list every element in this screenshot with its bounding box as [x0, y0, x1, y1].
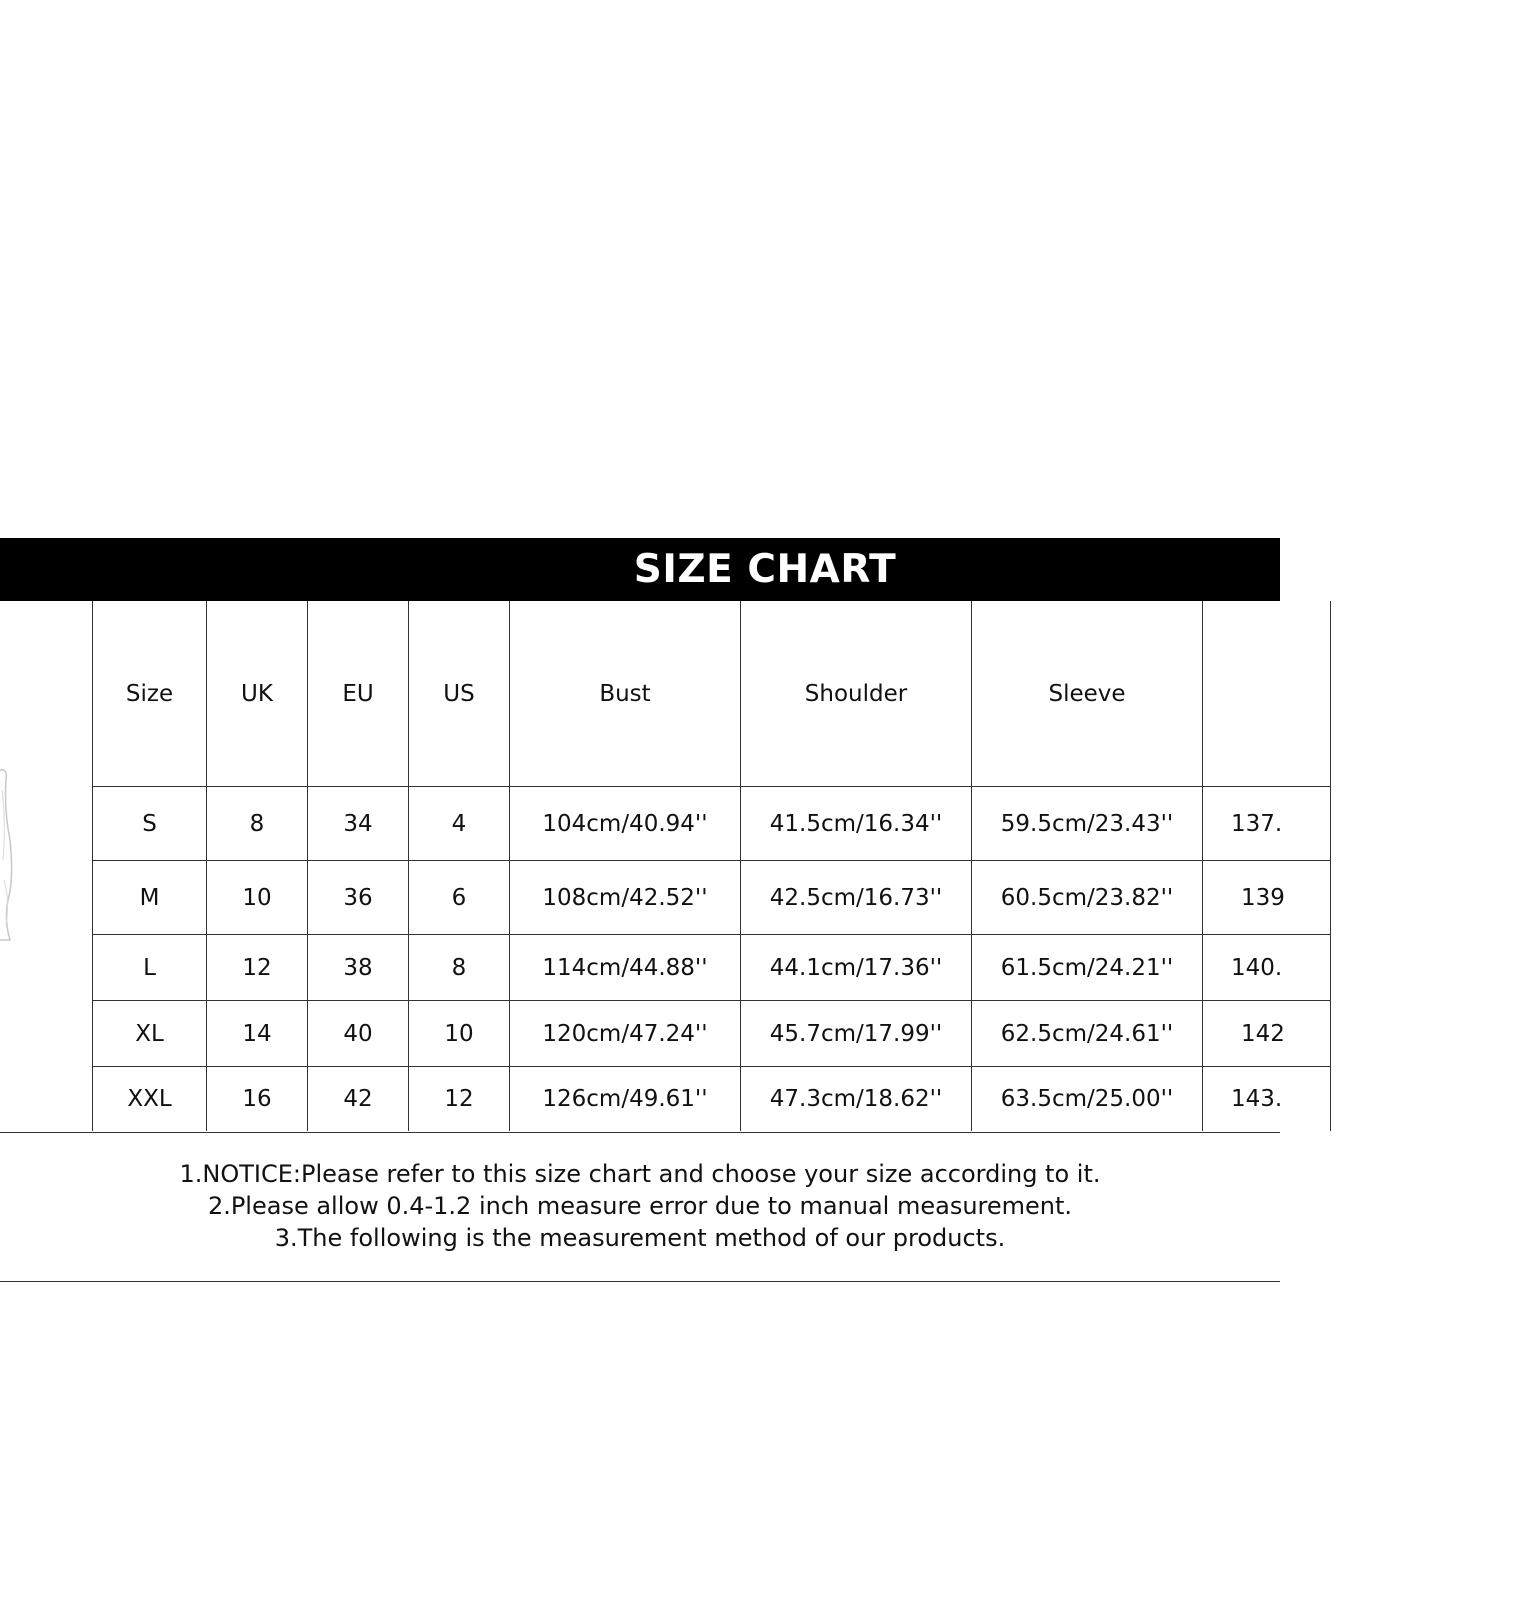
- cell-shoulder: 44.1cm/17.36'': [741, 935, 972, 1001]
- table-bottom-divider: [0, 1132, 1280, 1133]
- cell-sleeve: 63.5cm/25.00'': [972, 1067, 1203, 1131]
- cell-uk: 10: [207, 861, 308, 935]
- cell-uk: 14: [207, 1001, 308, 1067]
- dress-illustration: [0, 750, 30, 960]
- table-row: [93, 787, 1331, 861]
- notes-bottom-divider: [0, 1281, 1280, 1282]
- cell-eu: 34: [308, 787, 409, 861]
- header-shoulder: Shoulder: [741, 601, 972, 787]
- cell-uk: 16: [207, 1067, 308, 1131]
- cell-sleeve: 62.5cm/24.61'': [972, 1001, 1203, 1067]
- note-line-1: 1.NOTICE:Please refer to this size chart and choose your size according to it.: [179, 1160, 1101, 1188]
- cell-us: 6: [409, 861, 510, 935]
- cell-bust: 108cm/42.52'': [510, 861, 741, 935]
- cell-size: XXL: [93, 1067, 207, 1131]
- size-notes: [0, 1158, 1280, 1254]
- header-us: US: [409, 601, 510, 787]
- table-row: [93, 1067, 1331, 1131]
- cell-eu: 36: [308, 861, 409, 935]
- header-length: [1203, 601, 1331, 787]
- header-size: Size: [93, 601, 207, 787]
- cell-us: 8: [409, 935, 510, 1001]
- header-eu: EU: [308, 601, 409, 787]
- header-sleeve: Sleeve: [972, 601, 1203, 787]
- table-row: [93, 861, 1331, 935]
- cell-length: 137.: [1203, 787, 1331, 861]
- size-chart-title: SIZE CHART: [633, 547, 897, 592]
- cell-us: 12: [409, 1067, 510, 1131]
- cell-size: XL: [93, 1001, 207, 1067]
- size-chart-header-bar: [0, 538, 1280, 601]
- table-header-row: [93, 601, 1331, 787]
- cell-size: S: [93, 787, 207, 861]
- cell-shoulder: 42.5cm/16.73'': [741, 861, 972, 935]
- header-uk: UK: [207, 601, 308, 787]
- cell-bust: 126cm/49.61'': [510, 1067, 741, 1131]
- header-bust: Bust: [510, 601, 741, 787]
- cell-sleeve: 61.5cm/24.21'': [972, 935, 1203, 1001]
- cell-shoulder: 45.7cm/17.99'': [741, 1001, 972, 1067]
- cell-shoulder: 41.5cm/16.34'': [741, 787, 972, 861]
- cell-length: 142: [1203, 1001, 1331, 1067]
- cell-eu: 42: [308, 1067, 409, 1131]
- cell-us: 4: [409, 787, 510, 861]
- cell-length: 143.: [1203, 1067, 1331, 1131]
- cell-length: 140.: [1203, 935, 1331, 1001]
- cell-length: 139: [1203, 861, 1331, 935]
- cell-uk: 12: [207, 935, 308, 1001]
- cell-size: M: [93, 861, 207, 935]
- cell-eu: 40: [308, 1001, 409, 1067]
- size-chart-table: [92, 601, 1331, 1131]
- cell-bust: 120cm/47.24'': [510, 1001, 741, 1067]
- cell-sleeve: 59.5cm/23.43'': [972, 787, 1203, 861]
- cell-us: 10: [409, 1001, 510, 1067]
- cell-sleeve: 60.5cm/23.82'': [972, 861, 1203, 935]
- cell-shoulder: 47.3cm/18.62'': [741, 1067, 972, 1131]
- cell-bust: 114cm/44.88'': [510, 935, 741, 1001]
- cell-eu: 38: [308, 935, 409, 1001]
- cell-uk: 8: [207, 787, 308, 861]
- table-row: [93, 1001, 1331, 1067]
- note-line-2: 2.Please allow 0.4-1.2 inch measure error due to manual measurement.: [207, 1192, 1073, 1220]
- table-row: [93, 935, 1331, 1001]
- cell-size: L: [93, 935, 207, 1001]
- cell-bust: 104cm/40.94'': [510, 787, 741, 861]
- note-line-3: 3.The following is the measurement method of our products.: [274, 1224, 1006, 1252]
